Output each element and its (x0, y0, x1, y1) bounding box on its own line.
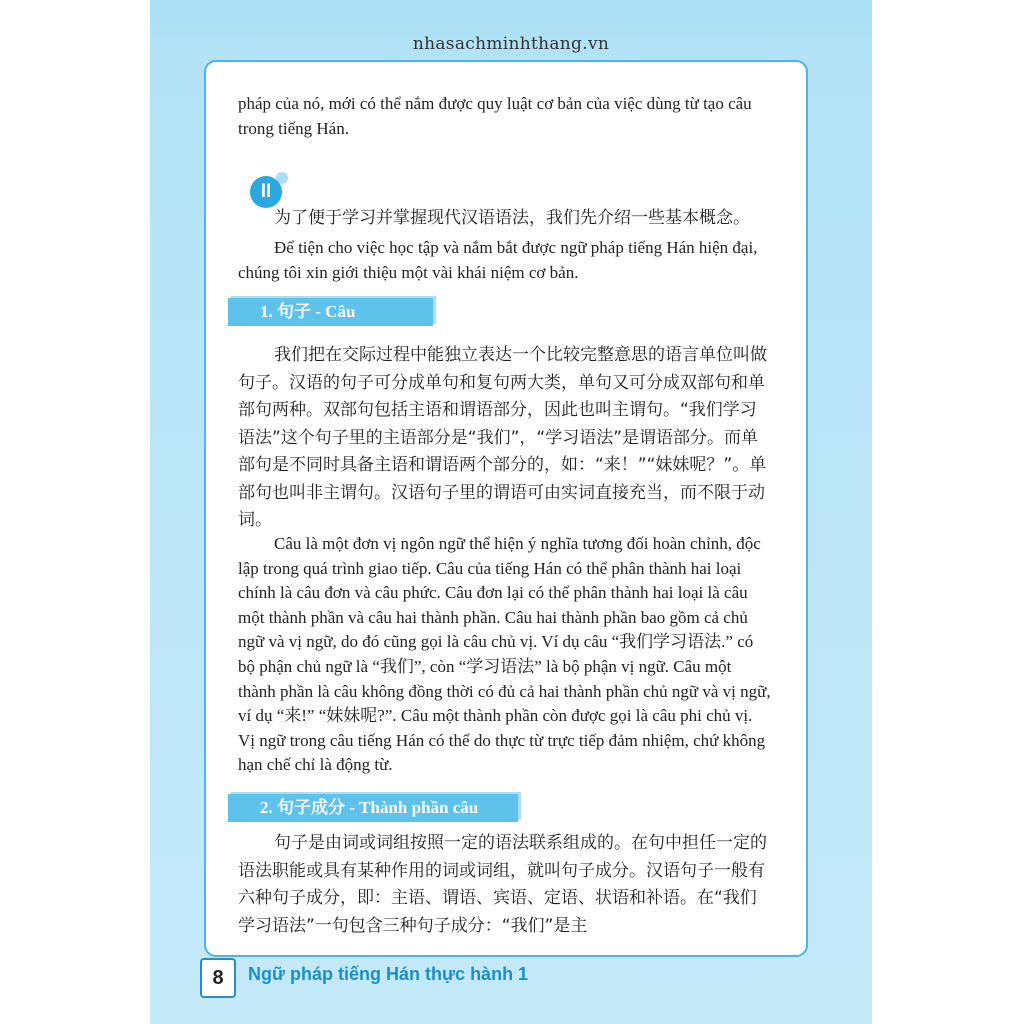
heading-component: 2. 句子成分 - Thành phần câu (228, 794, 518, 822)
page-number: 8 (200, 958, 236, 998)
book-title: Ngữ pháp tiếng Hán thực hành 1 (248, 964, 529, 984)
sentence-paragraph-vi: Câu là một đơn vị ngôn ngữ thể hiện ý nghĩa tương đối hoàn chỉnh, độc lập trong quá trình giao tiếp. Câu của tiếng Hán có thể phân thành hai loại chính là câu đơn và câu phức. Câu đơn lại có thể phân thành hai loại là câu một thành phần và câu hai thành phần. Câu hai thành phần bao gồm cả chủ ngữ và vị ngữ, do đó cũng gọi là câu chủ vị. Ví dụ câu “我们学习语法.” có bộ phận chủ ngữ là “我们”, còn “学习语法” là bộ phận vị ngữ. Câu một thành phần là câu không đồng thời có đủ cả hai thành phần chủ ngữ và vị ngữ, ví dụ “来!” “妹妹呢?”. Câu một thành phần còn được gọi là câu phi chủ vị. Vị ngữ trong câu tiếng Hán có thể do thực từ trực tiếp đảm nhiệm, chứ không hạn chế chỉ là động từ. (238, 534, 771, 775)
watermark: nhasachminhthang.vn (412, 34, 610, 54)
section-badge: II (250, 176, 282, 208)
section-intro-zh: 为了便于学习并掌握现代汉语语法，我们先介绍一些基本概念。 (274, 208, 750, 228)
section-intro-vi: Để tiện cho việc học tập và nắm bắt được ngữ pháp tiếng Hán hiện đại, chúng tôi xin giới thiệu một vài khái niệm cơ bản. (238, 238, 758, 282)
heading-sentence: 1. 句子 - Câu (228, 298, 433, 326)
book-page (150, 0, 872, 1024)
content-panel (204, 60, 808, 957)
sentence-paragraph-zh: 我们把在交际过程中能独立表达一个比较完整意思的语言单位叫做句子。汉语的句子可分成单句和复句两大类，单句又可分成双部句和单部句两种。双部句包括主语和谓语部分，因此也叫主谓句。“我们学习语法”这个句子里的主语部分是“我们”，“学习语法”是谓语部分。而单部句是不同时具备主语和谓语两个部分的，如：“来！”“妹妹呢？”。单部句也叫非主谓句。汉语句子里的谓语可由实词直接充当，而不限于动词。 (238, 345, 767, 530)
intro-paragraph: pháp của nó, mới có thể nắm được quy luật cơ bản của việc dùng từ tạo câu trong tiếng Hán. (238, 94, 752, 138)
component-paragraph-zh: 句子是由词或词组按照一定的语法联系组成的。在句中担任一定的语法职能或具有某种作用的词或词组，就叫句子成分。汉语句子一般有六种句子成分，即：主语、谓语、宾语、定语、状语和补语。在“我们学习语法”一句包含三种句子成分：“我们”是主 (238, 833, 767, 936)
